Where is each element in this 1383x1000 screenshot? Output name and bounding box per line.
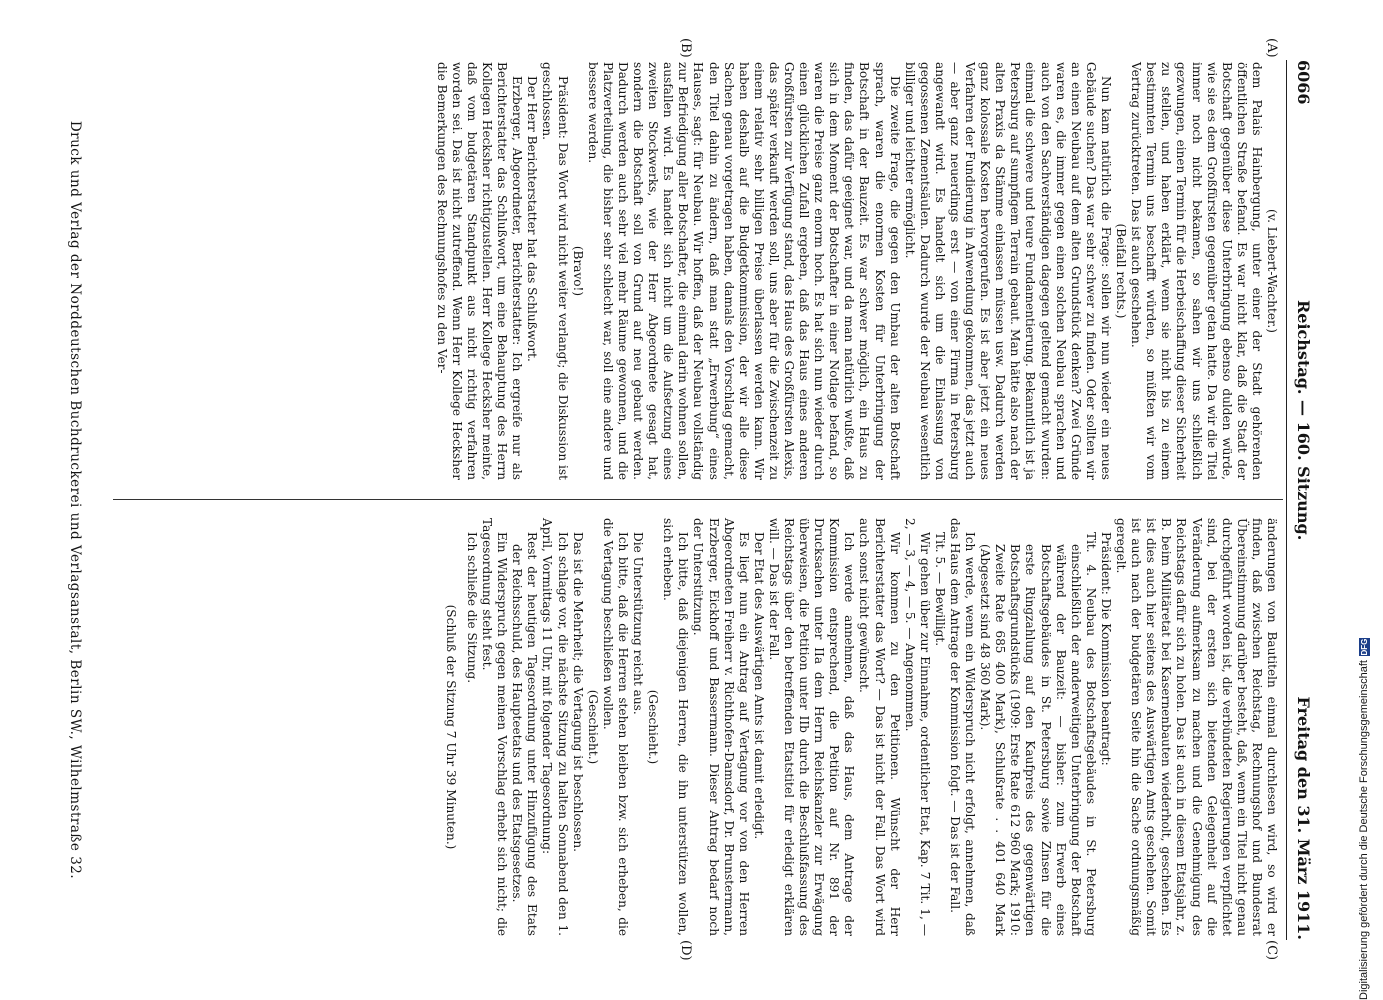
margin-mark-c: (C) <box>1264 940 1279 961</box>
printer-footer: Druck und Verlag der Norddeutschen Buchdruckerei und Verlagsanstalt, Berlin SW., Wilhelmstraße 32. <box>67 120 83 880</box>
digitization-text: Digitalisierung gefördert durch die Deutsche Forschungsgemeinschaft <box>1358 660 1370 1000</box>
dfg-logo-icon: DFG <box>1359 638 1369 656</box>
paragraph: Ich werde, wenn ein Widerspruch nicht erfolgt, annehmen, daß das Haus dem Antrage der Kommission folgt. — Das ist der Fall. <box>948 518 978 936</box>
header-title: Reichstag. — 160. Sitzung. <box>1294 300 1313 541</box>
header-rule <box>1286 60 1287 940</box>
right-column <box>443 518 1279 936</box>
paragraph: dem Palais Hainbergung, unter einer der Stadt gehörenden öffentlichen Straße befand. Es war nicht klar, daß die Stadt der Botschaft gegenüber diese Unterbringung ebenso dulden würde, wie sie es dem Großfürsten gegenüber getan hatte. Da wir die Titel immer noch nicht bekamen, so sahen wir uns schließlich gezwungen, einen Termin für die Herbeischaffung dieser Sicherheit zu stellen, und haben erklärt, wenn sie nicht bis zu einem bestimmten Termin uns beschafft würden, so müßten wir vom Vertrag zurücktreten. Das ist auch geschehen. <box>1129 62 1264 480</box>
closing-note: (Schluß der Sitzung 7 Uhr 39 Minuten.) <box>443 604 458 850</box>
paragraph: Wir gehen über zur Einnahme, ordentlicher Etat, Kap. 7 Tit. 1, — 2, — 3, — 4, — 5. — Angenommen. <box>902 518 932 936</box>
header-date: Freitag den 31. März 1911. <box>1294 696 1313 940</box>
paragraph: Ein Widerspruch gegen meinen Vorschlag erhebt sich nicht; die Tagesordnung steht fest. <box>480 518 510 936</box>
paragraph: Es liegt nun ein Antrag auf Vertagung vor von den Herren Abgeordneten Freiherr v. Richthofen-Damsdorf, Dr. Brunstermann, Erzberger, Eickhoff und Bassermann. Dieser Antrag bedarf noch der Unterstützung. <box>691 518 751 936</box>
speaker-tag: (v. Liebert-Wachter.) <box>1265 208 1279 333</box>
list-item: Tit. 4. Neubau des Botschaftsgebäudes in St. Petersburg einschließlich der anderweitigen Unterbringung der Botschaft während der Bauzeit: — bisher: zum Erwerb eines Botschaftsgebäudes in St. Petersburg sowie Zinsen für die erste Ringzahlung auf den Kaufpreis des gegenwärtigen Botschaftsgrundstücks (1909: Erste Rate 612 960 Mark; 1910: Zweite Rate 685 400 Mark), Schlußrate . . 401 640 Mark (Abgesetzt sind 48 360 Mark). <box>978 532 1098 936</box>
applause: (Beifall rechts.) <box>1114 223 1129 319</box>
page-header <box>1289 60 1313 940</box>
paragraph: Das ist die Mehrheit; die Vertagung ist beschlossen. <box>570 532 585 852</box>
applause: (Geschieht.) <box>585 689 600 765</box>
list-item: Rest der heutigen Tagesordnung unter Hinzufügung des Etats der Reichsschuld, des Haupteetats und des Etatsgesetzes. <box>510 532 540 936</box>
paragraph: Wir kommen zu den Petitionen. Wünscht der Herr Berichterstatter das Wort? — Das ist nicht der Fall. Das Wort wird auch sonst nicht gewünscht. <box>857 518 902 936</box>
paragraph: Präsident: Das Wort wird nicht weiter verlangt; die Diskussion ist geschlossen. <box>540 62 570 480</box>
paragraph: Ich schließe die Sitzung. <box>465 532 480 684</box>
paragraph: Nun kam natürlich die Frage: sollen wir nun wieder ein neues Gebäude suchen? Das war sehr schwer zu finden. Oder sollten wir an einen Neubau auf dem alten Grundstück denken? Zwei Gründe waren es, die immer gegen einen solchen Neubau sprachen und auch von den Sachverständigen dagegen geltend gemacht wurden: einmal die schwere und teure Fundamentierung. Bekanntlich ist ja Petersburg auf sumpfigem Terrain gebaut. Man hätte also nach der alten Praxis da Stämme einlassen müssen usw. Dadurch werden ganz kolossale Kosten hervorgerufen. Es ist aber jetzt ein neues Verfahren der Fundierung in Anwendung gekommen, das jetzt auch — aber ganz neuerdings erst — von einer Firma in Petersburg angewandt wird. Es handelt sich um die Einlassung von gegossenen Zementsäulen. Dadurch wurde der Neubau wesentlich billiger und leichter ermöglicht. <box>902 62 1113 480</box>
paragraph: änderungen von Bautiteln einmal durchlesen wird, so wird er finden, daß zwischen Reichstag, Rechnungshof und Bundesrat Übereinstimmung darüber besteht, daß, wenn ein Titel nicht genau durchgeführt worden ist, die verbündeten Regierungen verpflichtet sind, bei der ersten sich bietenden Gelegenheit auf die Veränderung aufmerksam zu machen und die Genehmigung des Reichstags dafür sich zu holen. Das ist auch in diesem Etatsjahr, z. B. beim Militäretat bei Kasernenbauten wiederholt, geschehen. Es ist dies auch hier seitens des Auswärtigen Amts geschehen. Somit ist auch nach der budgetären Seite hin die Sache ordnungsmäßig geregelt. <box>1114 518 1279 936</box>
margin-mark-d: (D) <box>678 940 693 961</box>
applause: (Bravo!) <box>570 245 585 297</box>
paragraph: Tit. 5. — Bewilligt. <box>932 532 947 647</box>
paragraph: Präsident: Die Kommission beantragt: <box>1098 532 1113 766</box>
paragraph: Ich werde annehmen, daß das Haus, dem Antrage der Kommission entsprechend, die Petition auf Nr. 891 der Drucksachen unter IIa dem Herrn Reichskanzler zur Erwägung überweisen, die Petition unter IIb durch die Beschlußfassung des Reichstags über den betreffenden Etatstitel für erledigt erklären will. — Das ist der Fall. <box>766 518 857 936</box>
left-column <box>434 62 1279 480</box>
paragraph: Der Herr Berichterstatter hat das Schlußwort. <box>525 76 540 362</box>
paragraph: Die Unterstützung reicht aus. <box>631 532 646 715</box>
margin-mark-b: (B) <box>678 38 693 58</box>
paragraph: Ich bitte, daß die Herren stehen bleiben bzw. sich erheben, die die Vertagung beschließen wollen. <box>600 518 630 936</box>
paragraph: Die zweite Frage, die gegen den Umbau der alten Botschaft sprach, waren die enormen Kosten für Unterbringung der Botschaft in der Bauzeit. Es war schwer möglich, ein Haus zu finden, das dafür geeignet war, und da man natürlich wußte, daß sich in dem Moment der Botschafter in einer Notlage befand, so waren die Preise ganz enorm hoch. Es hat sich nun wieder durch einen glücklichen Zufall ergeben, daß das Haus eines anderen Großfürsten zur Verfügung stand, das Haus des Großfürsten Alexis, das später verkauft werden soll, uns aber für die Zwischenzeit zu einem relativ sehr billigen Preise überlassen werden kann. Wir haben deshalb auf die Budgetkommission, der wir alle diese Sachen genau vorgetragen haben, damals den Vorschlag gemacht, den Titel dahin zu ändern, daß man statt „Erwerbung“ eines Hauses, sagt: für Neubau. Wir hoffen, daß der Neubau vollständig zur Befriedigung aller Botschafter, die einmal darin wohnen sollen, ausfallen wird. Es handelt sich nicht um die Aufsetzung eines zweiten Stockwerks, wie der Herr Abgeordnete gesagt hat, sondern die Botschaft soll von Grund auf neu gebaut werden. Dadurch werden auch sehr viel mehr Räume gewonnen, und die Platzverteilung, die bisher sehr schlecht war, soll eine andere und bessere werden. <box>585 62 902 480</box>
paragraph: Ich schlage vor, die nächste Sitzung zu halten Sonnabend den 1. April, Vormittags 11 Uhr, mit folgender Tagesordnung: <box>540 518 570 936</box>
page-number: 6066 <box>1294 60 1313 105</box>
paragraph: Erzberger, Abgeordneter, Berichterstatter: Ich ergreife nur als Berichterstatter das Schlußwort, um eine Behauptung des Herrn Kollegen Hecksher richtigzustellen. Herr Kollege Hecksher meinte, daß vom budgetären Standpunkt aus nicht richtig verfahren worden sei. Das ist nicht zutreffend. Wenn Herr Kollege Hecksher die Bemerkungen des Rechnungshofes zu den Ver- <box>434 62 525 480</box>
paragraph: Ich bitte, daß diejenigen Herren, die ihn unterstützen wollen, sich erheben. <box>661 518 691 936</box>
margin-mark-a: (A) <box>1264 38 1279 58</box>
paragraph: Der Etat des Auswärtigen Amts ist damit erledigt. <box>751 532 766 840</box>
column-divider <box>113 499 1283 500</box>
digitization-note <box>1358 638 1370 1000</box>
applause: (Geschieht.) <box>646 689 661 765</box>
